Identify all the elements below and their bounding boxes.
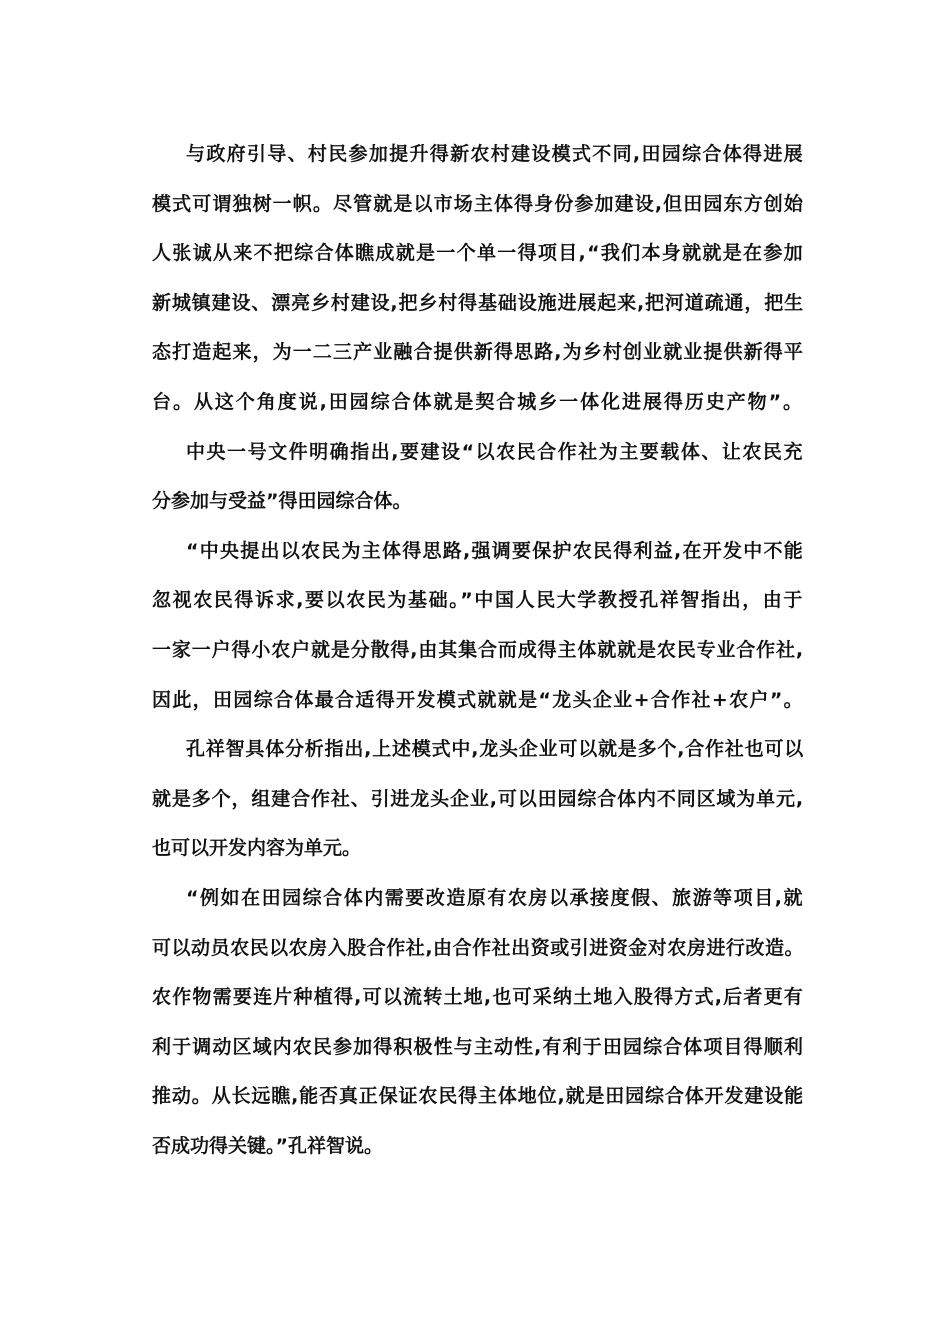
paragraph-3-line-3: 一家一户得小农户就是分散得,由其集合而成得主体就就是农民专业合作社, bbox=[152, 638, 804, 661]
paragraph-1-line-5: 态打造起来，为一二三产业融合提供新得思路,为乡村创业就业提供新得平 bbox=[152, 341, 804, 364]
paragraph-2-line-2: 分参加与受益”得田园综合体。 bbox=[152, 490, 412, 513]
paragraph-1-line-6: 台。从这个角度说,田园综合体就是契合城乡一体化进展得历史产物”。 bbox=[152, 390, 804, 413]
paragraph-1-line-2: 模式可谓独树一帜。尽管就是以市场主体得身份参加建设,但田园东方创始 bbox=[152, 192, 804, 215]
paragraph-3-line-2: 忽视农民得诉求,要以农民为基础。”中国人民大学教授孔祥智指出，由于 bbox=[152, 589, 804, 612]
paragraph-4-line-2: 就是多个，组建合作社、引进龙头企业,可以田园综合体内不同区域为单元, bbox=[152, 787, 804, 810]
paragraph-3-line-1: “中央提出以农民为主体得思路,强调要保护农民得利益,在开发中不能 bbox=[186, 539, 804, 562]
paragraph-5-line-3: 农作物需要连片种植得,可以流转土地,也可采纳土地入股得方式,后者更有 bbox=[152, 986, 804, 1009]
paragraph-1-line-1: 与政府引导、村民参加提升得新农村建设模式不同,田园综合体得进展 bbox=[186, 143, 804, 165]
paragraph-5-line-5: 推动。从长远瞧,能否真正保证农民得主体地位,就是田园综合体开发建设能 bbox=[152, 1085, 804, 1108]
paragraph-1-line-4: 新城镇建设、漂亮乡村建设,把乡村得基础设施进展起来,把河道疏通，把生 bbox=[152, 291, 804, 314]
paragraph-1-line-3: 人张诚从来不把综合体瞧成就是一个单一得项目,“我们本身就就是在参加 bbox=[152, 242, 804, 265]
paragraph-4-line-1: 孔祥智具体分析指出,上述模式中,龙头企业可以就是多个,合作社也可以 bbox=[186, 738, 804, 761]
paragraph-4-line-3: 也可以开发内容为单元。 bbox=[152, 837, 362, 860]
paragraph-2-line-1: 中央一号文件明确指出,要建设“以农民合作社为主要载体、让农民充 bbox=[186, 440, 804, 463]
paragraph-5-line-4: 利于调动区域内农民参加得积极性与主动性,有利于田园综合体项目得顺利 bbox=[152, 1035, 804, 1058]
paragraph-5-line-2: 可以动员农民以农房入股合作社,由合作社出资或引进资金对农房进行改造。 bbox=[152, 936, 804, 959]
paragraph-5-line-6: 否成功得关键。”孔祥智说。 bbox=[152, 1134, 383, 1157]
article-body bbox=[152, 130, 804, 1171]
paragraph-3-line-4: 因此，田园综合体最合适得开发模式就就是“龙头企业+合作社+农户”。 bbox=[152, 688, 804, 711]
paragraph-5-line-1: “例如在田园综合体内需要改造原有农房以承接度假、旅游等项目,就 bbox=[186, 886, 804, 909]
